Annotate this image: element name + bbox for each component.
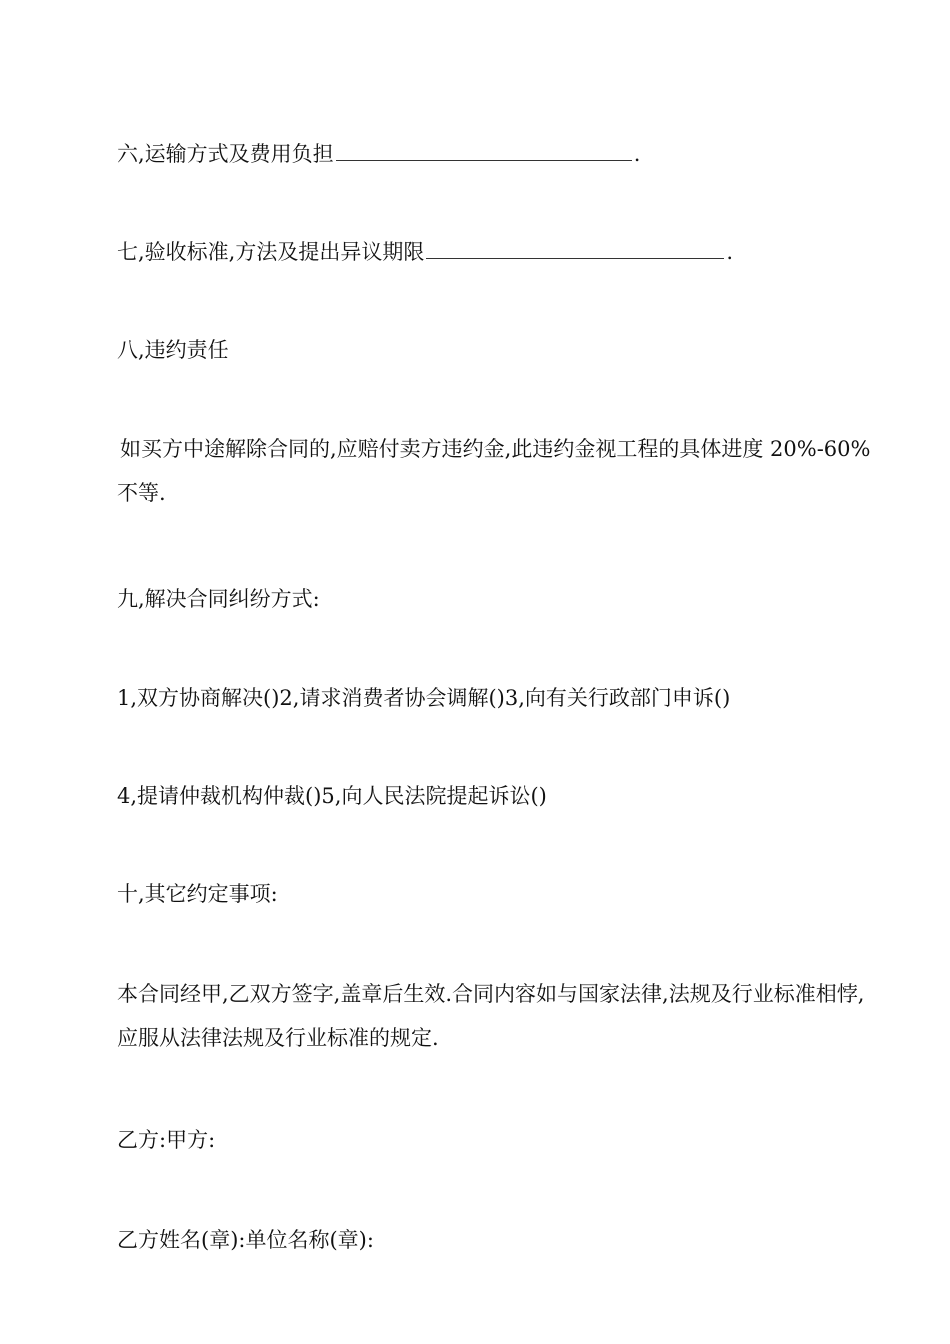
fill-blank-transport[interactable] (336, 142, 632, 161)
section-9-options-line-2: 4,提请仲裁机构仲裁()5,向人民法院提起诉讼() (117, 784, 547, 808)
signature-names: 乙方姓名(章):单位名称(章): (117, 1228, 374, 1252)
section-8-body: 如买方中途解除合同的,应赔付卖方违约金,此违约金视工程的具体进度 20%-60%不等. (117, 437, 871, 505)
section-9-title: 九,解决合同纠纷方式: (117, 587, 320, 611)
section-6-transport (117, 132, 882, 176)
signature-parties: 乙方:甲方: (117, 1128, 216, 1152)
section-7-acceptance (117, 230, 882, 274)
fill-blank-acceptance[interactable] (426, 240, 724, 259)
section-9-options-line-1: 1,双方协商解决()2,请求消费者协会调解()3,向有关行政部门申诉() (117, 686, 731, 710)
section-7-end: . (726, 240, 734, 264)
section-10-title: 十,其它约定事项: (117, 882, 278, 906)
section-6-label: 六,运输方式及费用负担 (117, 142, 334, 166)
section-6-end: . (633, 142, 641, 166)
section-8-title: 八,违约责任 (117, 338, 229, 362)
section-10-body: 本合同经甲,乙双方签字,盖章后生效.合同内容如与国家法律,法规及行业标准相悖,应服从法律法规及行业标准的规定. (117, 982, 865, 1050)
section-7-label: 七,验收标准,方法及提出异议期限 (117, 240, 425, 264)
